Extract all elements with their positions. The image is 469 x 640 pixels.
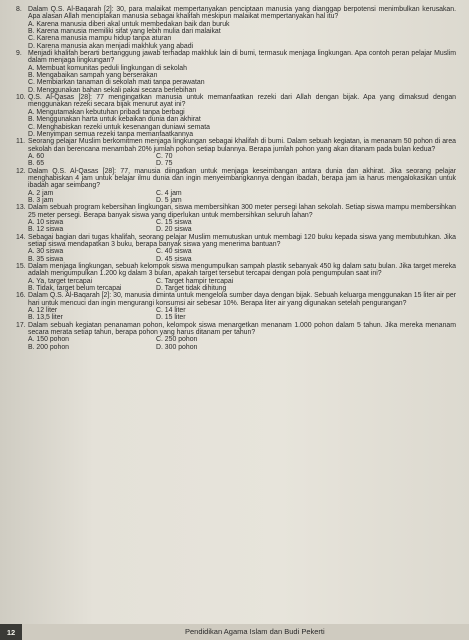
answer-option: A. 60 <box>28 152 45 160</box>
answer-option: D. 45 siswa <box>156 255 192 263</box>
answer-option: B. Tidak, target belum tercapai <box>28 285 122 293</box>
answer-option: B. 200 pohon <box>28 343 69 351</box>
answer-options <box>16 153 456 168</box>
answer-option: C. 70 <box>156 152 173 160</box>
answer-option: C. 15 siswa <box>156 218 192 226</box>
answer-option: A. 150 pohon <box>28 336 69 344</box>
question-14 <box>16 234 456 263</box>
answer-option: A. 2 jam <box>28 189 54 197</box>
question-text: Dalam sebuah kegiatan penanaman pohon, kelompok siswa menargetkan menanam 1.000 pohon dalam 5 tahun. Jika mereka menanam secara merata setiap tahun, berapa pohon yang harus ditanam per tahun? <box>28 321 456 337</box>
question-number: 13. <box>16 204 26 212</box>
answer-option: C. 250 pohon <box>156 336 198 344</box>
answer-option: C. Menghabiskan rezeki untuk kesenangan duniawi semata <box>28 123 210 131</box>
question-text: Sebagai bagian dari tugas khalifah, seorang pelajar Muslim memutuskan untuk membagi 120 buku kepada siswa yang membutuhkan. Jika setiap siswa mendapatkan 3 buku, berapa banyak siswa yang menerima bantuan? <box>28 233 456 248</box>
book-title: Pendidikan Agama Islam dan Budi Pekerti <box>185 627 325 636</box>
question-stem <box>16 292 456 307</box>
answer-option: D. 20 siswa <box>156 226 192 234</box>
question-text: Dalam menjaga lingkungan, sebuah kelompok siswa mengumpulkan sampah plastik sebanyak 450 kg dalam satu bulan. Jika target mereka adalah mengumpulkan 1.200 kg dalam 3 bulan, apakah target tersebut tercapai dengan pola pengumpulan saat ini? <box>28 263 456 278</box>
question-text: Dalam Q.S. Al-Baqarah [2]: 30, manusia diminta untuk mengelola sumber daya dengan bijak. Sebuah keluarga menggunakan 15 liter air per hari untuk mencuci dan ingin mengurangi konsumsi air sebesar 10%. Berapa liter air yang digunakan setelah pengurangan? <box>28 292 456 307</box>
answer-option: A. Ya, target tercapai <box>28 277 93 285</box>
question-12 <box>16 168 456 205</box>
question-8 <box>16 6 456 50</box>
answer-option: D. 75 <box>156 160 173 168</box>
question-number: 14. <box>16 233 26 241</box>
answer-options <box>16 109 456 138</box>
question-number: 10. <box>16 94 26 102</box>
question-text: Q.S. Al-Qasas [28]: 77 mengingatkan manusia untuk memanfaatkan rezeki dari Allah dengan bijak. Apa yang dimaksud dengan menggunakan rezeki secara bijak menurut ayat ini? <box>28 94 456 109</box>
answer-option: B. Karena manusia memiliki sifat yang lebih mulia dari malaikat <box>28 28 221 36</box>
question-stem <box>16 322 456 337</box>
question-stem <box>16 234 456 249</box>
question-13 <box>16 204 456 233</box>
question-list <box>16 6 456 351</box>
answer-option: C. 40 siswa <box>156 248 192 256</box>
answer-options <box>16 65 456 94</box>
answer-option: B. 35 siswa <box>28 255 64 263</box>
answer-option: B. Mengabaikan sampah yang berserakan <box>28 72 158 80</box>
page-footer <box>0 624 469 640</box>
question-stem <box>16 94 456 109</box>
answer-option: C. Target hampir tercapai <box>156 277 234 285</box>
answer-option: B. Menggunakan harta untuk kebaikan dunia dan akhirat <box>28 116 201 124</box>
question-stem <box>16 204 456 219</box>
answer-options <box>16 190 456 205</box>
question-text: Seorang pelajar Muslim berkomitmen menjaga lingkungan sebagai khalifah di bumi. Dalam sebuah kegiatan, ia menanam 50 pohon di area sekolah dan berencana menambah 20% jumlah pohon setiap bulannya. Berapa jumlah pohon yang akan ditanam pada bulan kedua? <box>28 138 456 153</box>
question-number: 8. <box>16 6 22 13</box>
answer-option: D. 300 pohon <box>156 343 198 351</box>
question-number: 11. <box>16 138 26 146</box>
question-stem <box>16 6 456 21</box>
question-15 <box>16 263 456 292</box>
answer-options <box>16 336 456 351</box>
question-10 <box>16 94 456 138</box>
question-9 <box>16 50 456 94</box>
page-number: 12 <box>0 624 22 640</box>
question-text: Dalam Q.S. Al-Baqarah [2]: 30, para malaikat mempertanyakan penciptaan manusia yang dianggap berpotensi menimbulkan kerusakan. Apa alasan Allah menciptakan manusia sebagai khalifah meskipun malaikat mempertanyakan hal itu? <box>28 6 456 21</box>
answer-option: D. Karena manusia akan menjadi makhluk yang abadi <box>28 42 194 50</box>
answer-options <box>16 307 456 322</box>
answer-option: A. Membuat komunitas peduli lingkungan di sekolah <box>28 64 187 72</box>
answer-options <box>16 21 456 50</box>
question-number: 15. <box>16 263 26 271</box>
question-number: 17. <box>16 321 26 329</box>
question-text: Dalam sebuah program kebersihan lingkungan, siswa membersihkan 300 meter persegi lahan sekolah. Setiap siswa mampu membersihkan 25 meter persegi. Berapa banyak siswa yang diperlukan untuk membersihkan seluruh lahan? <box>28 204 456 219</box>
question-stem <box>16 263 456 278</box>
answer-options <box>16 219 456 234</box>
question-number: 12. <box>16 167 26 175</box>
answer-option: D. Target tidak dihitung <box>156 285 227 293</box>
answer-option: B. 3 jam <box>28 196 54 204</box>
answer-option: A. 12 liter <box>28 307 58 315</box>
answer-option: B. 65 <box>28 160 45 168</box>
answer-option: C. Karena manusia mampu hidup tanpa aturan <box>28 35 172 43</box>
answer-option: A. 10 siswa <box>28 218 64 226</box>
answer-option: C. 4 jam <box>156 189 182 197</box>
question-stem <box>16 50 456 65</box>
answer-option: C. 14 liter <box>156 307 186 315</box>
answer-option: D. 5 jam <box>156 196 182 204</box>
answer-option: B. 12 siswa <box>28 226 64 234</box>
answer-options <box>16 278 456 293</box>
answer-option: C. Membiarkan tanaman di sekolah mati tanpa perawatan <box>28 79 205 87</box>
question-text: Dalam Q.S. Al-Qasas [28]: 77, manusia diingatkan untuk menjaga keseimbangan antara dunia dan akhirat. Jika seorang pelajar menghabiskan 4 jam untuk belajar ilmu dunia dan ingin menyeimbangkannya dengan ibadah, berapa jam ia harus mengalokasikan untuk ibadah agar seimbang? <box>28 167 456 190</box>
question-stem <box>16 168 456 190</box>
question-11 <box>16 138 456 167</box>
question-number: 9. <box>16 50 22 58</box>
question-17 <box>16 322 456 351</box>
answer-options <box>16 248 456 263</box>
question-text: Menjadi khalifah berarti bertanggung jawab terhadap makhluk lain di bumi, termasuk menjaga lingkungan. Apa contoh peran pelajar Muslim dalam menjaga lingkungan? <box>28 50 456 65</box>
question-16 <box>16 292 456 321</box>
question-stem <box>16 138 456 153</box>
answer-option: A. Mengutamakan kebutuhan pribadi tanpa berbagi <box>28 108 185 116</box>
question-number: 16. <box>16 292 26 300</box>
answer-option: D. Menyimpan semua rezeki tanpa memanfaatkannya <box>28 130 194 138</box>
answer-option: D. 15 liter <box>156 314 186 322</box>
answer-option: A. Karena manusia diberi akal untuk membedakan baik dan buruk <box>28 20 230 28</box>
answer-option: D. Menggunakan bahan sekali pakai secara berlebihan <box>28 86 197 94</box>
answer-option: B. 13,5 liter <box>28 314 63 322</box>
answer-option: A. 30 siswa <box>28 248 64 256</box>
